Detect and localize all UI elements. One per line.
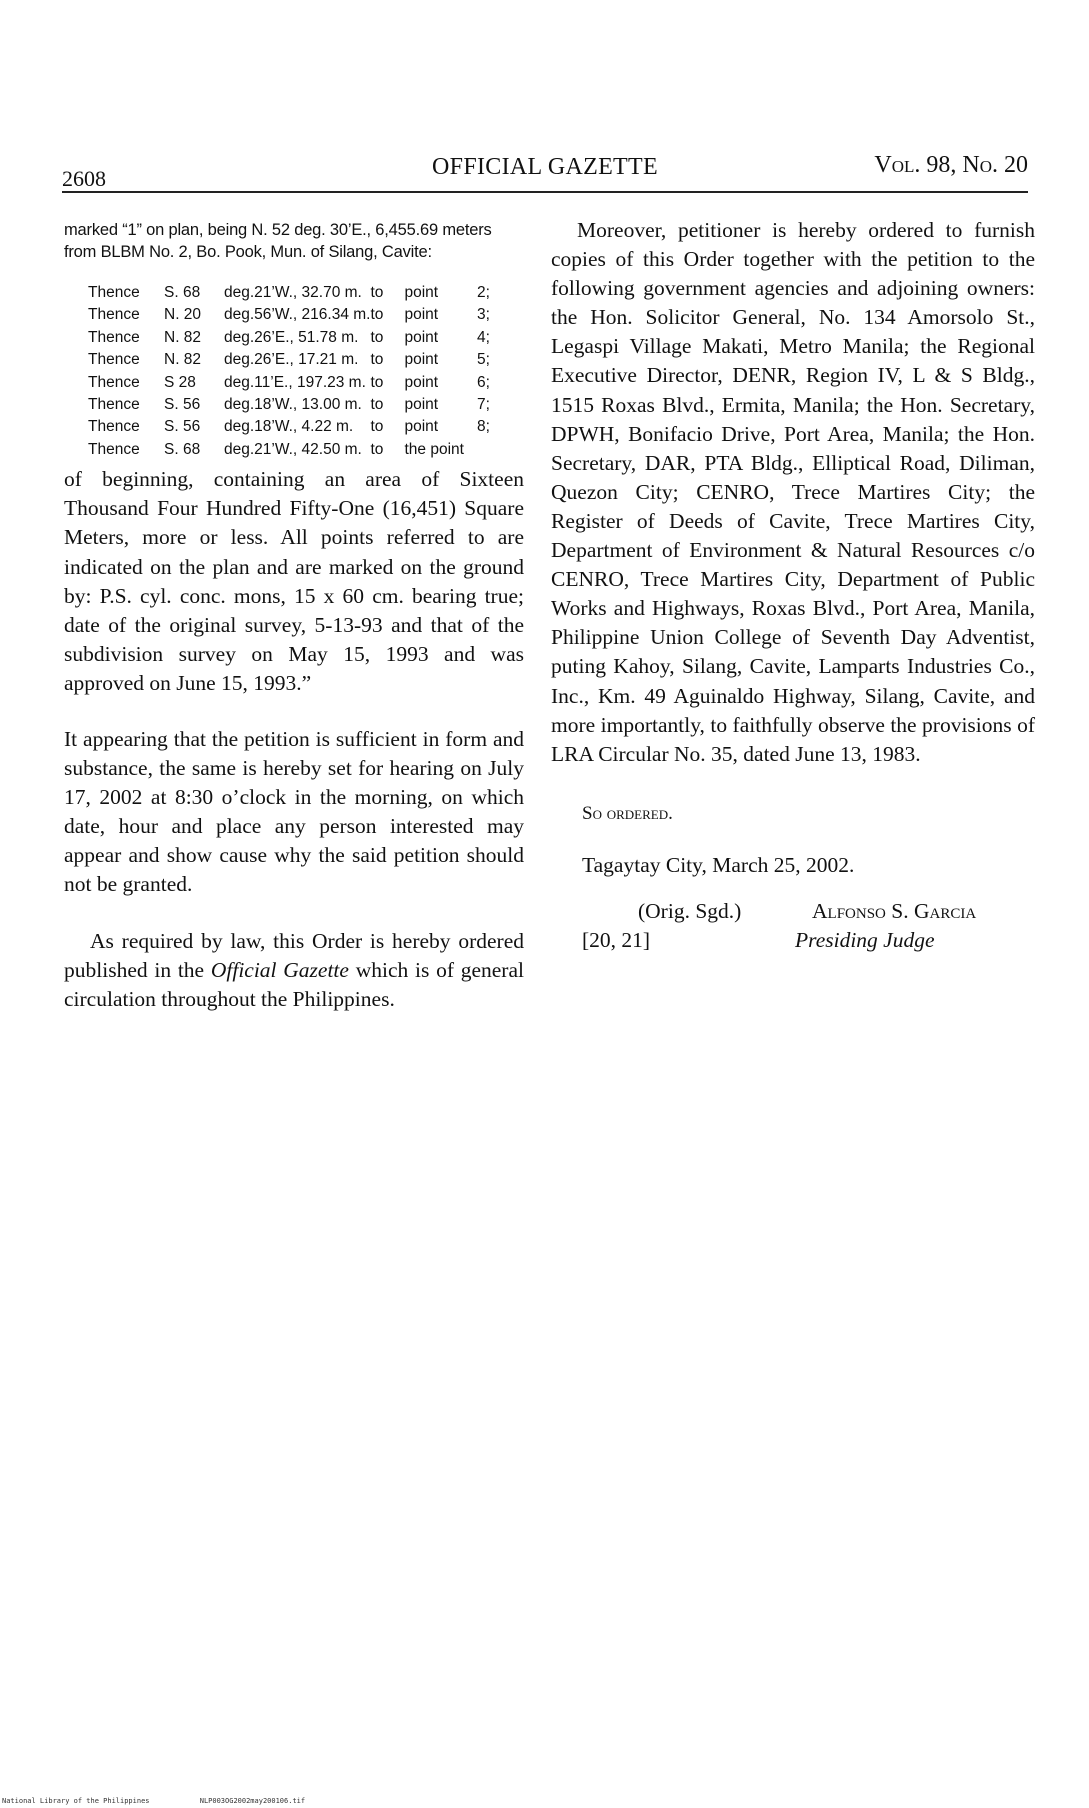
official-gazette-italic: Official Gazette: [210, 957, 349, 982]
point-number-cell: 3;: [477, 306, 490, 324]
paragraph-area-description: of beginning, containing an area of Sixteen Thousand Four Hundred Fifty-One (16,451) Square Meters, more or less. All points referred to are indicated on the plan and are marked on the ground by: P.S. cyl. conc. mons, 15 x 60 cm. bearing true; date of the original survey, 5-13-93 and that of the subdivision survey on May 15, 1993 and was approved on June 15, 1993.”: [64, 467, 524, 695]
paragraph-publication-order: [64, 927, 524, 1014]
survey-row: [88, 416, 490, 438]
survey-row: [88, 327, 490, 349]
bearing-distance-cell: deg.21’W., 32.70 m.: [224, 284, 362, 301]
point-label-cell: point: [404, 418, 439, 436]
publication-title: OFFICIAL GAZETTE: [432, 154, 658, 180]
thence-cell: Thence: [88, 306, 140, 324]
bearing-distance-cell: deg.56’W., 216.34 m.: [224, 306, 371, 324]
point-number-cell: 5;: [477, 351, 490, 369]
bearing-direction-cell: N. 82: [164, 351, 202, 369]
to-cell: to: [370, 284, 384, 301]
to-cell: to: [370, 396, 384, 414]
page-header: [62, 148, 1028, 191]
bearing-distance-cell: deg.26’E., 17.21 m.: [224, 351, 359, 369]
signatory-name: Alfonso S. Garcia: [812, 898, 977, 923]
point-number-cell: [464, 439, 490, 461]
scan-file-id: NLP003OG2002may200106.tif: [199, 1797, 306, 1805]
library-credit: National Library of the Philippines: [2, 1797, 150, 1805]
paragraph-furnish-copies: Moreover, petitioner is hereby ordered to furnish copies of this Order together with the petition to the following government agencies and adjoining owners: the Hon. Solicitor General, No. 134 Amorsolo St., Legaspi Village Makati, Metro Manila; the Regional Executive Director, DENR, Region IV, L & S Bldg., 1515 Roxas Blvd., Ermita, Manila; the Hon. Secretary, DPWH, Bonifacio Drive, Port Area, Manila; the Hon. Secretary, DAR, PTA Bldg., Elliptical Road, Diliman, Quezon City; CENRO, Trece Martires City; the Register of Deeds of Cavite, Trece Martires City, Department of Environment & Natural Resources c/o CENRO, Trece Martires City, Department of Public Works and Highways, Roxas Blvd., Port Area, Manila, Philippine Union College of Seventh Day Adventist, puting Kahoy, Silang, Cavite, Lamparts Industries Co., Inc., Km. 49 Aguinaldo Highway, Silang, Cavite, and more importantly, to faithfully observe the provisions of LRA Circular No. 35, dated June 13, 1983.: [551, 218, 1035, 766]
point-label-cell: point: [404, 396, 439, 414]
thence-cell: Thence: [88, 440, 140, 458]
scan-footer: [2, 1797, 351, 1805]
bearing-distance-cell: deg.26’E., 51.78 m.: [224, 328, 359, 346]
bearing-direction-cell: S 28: [164, 373, 196, 391]
header-rule: [62, 191, 1028, 193]
thence-cell: Thence: [88, 396, 140, 414]
survey-row: [88, 372, 490, 394]
page-number: 2608: [62, 166, 106, 191]
bearing-distance-cell: deg.11’E., 197.23 m.: [224, 373, 366, 391]
point-label-cell: point: [404, 328, 439, 346]
to-cell: to: [370, 351, 384, 369]
point-number-cell: 8;: [477, 418, 490, 436]
right-column: [551, 216, 1035, 961]
point-label-cell: point: [404, 373, 439, 391]
to-cell: to: [370, 328, 384, 346]
survey-row: [88, 349, 490, 371]
bearing-direction-cell: N. 20: [164, 306, 202, 324]
publication-order-text-1: As required by law, this Order is hereby ordered published in the: [64, 928, 524, 982]
issue-reference: [20, 21]: [582, 927, 651, 952]
survey-table-body: [88, 282, 490, 461]
left-column: [64, 219, 524, 1014]
bearing-distance-cell: deg.18’W., 13.00 m.: [224, 396, 362, 414]
survey-intro: marked “1” on plan, being N. 52 deg. 30’E., 6,455.69 meters from BLBM No. 2, Bo. Pook, Mun. of Silang, Cavite:: [64, 221, 492, 261]
so-ordered: So ordered.: [582, 802, 673, 824]
point-label-cell: point: [404, 306, 439, 324]
publication-order-text-2: which is of general circulation throughout the Philippines.: [64, 957, 524, 1011]
bearing-direction-cell: S. 56: [164, 396, 201, 414]
to-cell: to: [370, 440, 384, 458]
bearing-direction-cell: N. 82: [164, 328, 202, 346]
thence-cell: Thence: [88, 373, 140, 391]
to-cell: to: [370, 418, 384, 436]
survey-row: [88, 394, 490, 416]
bearing-direction-cell: S. 68: [164, 284, 201, 301]
survey-table: [88, 282, 490, 461]
signatory-title: Presiding Judge: [795, 927, 935, 952]
bearing-direction-cell: S. 56: [164, 418, 201, 436]
thence-cell: Thence: [88, 328, 140, 346]
signature-block: [582, 899, 1035, 961]
point-label-cell: point: [404, 351, 439, 369]
survey-row: [88, 304, 490, 326]
survey-row: [88, 282, 490, 304]
orig-sgd-label: (Orig. Sgd.): [638, 898, 742, 923]
bearing-direction-cell: S. 68: [164, 440, 201, 458]
paragraph-hearing-notice: It appearing that the petition is sufficient in form and substance, the same is hereby set for hearing on July 17, 2002 at 8:30 o’clock in the morning, on which date, hour and place any person interested may appear and show cause why the said petition should not be granted.: [64, 727, 524, 897]
thence-cell: Thence: [88, 284, 140, 301]
thence-cell: Thence: [88, 418, 140, 436]
point-number-cell: 2;: [477, 284, 490, 301]
bearing-distance-cell: deg.18’W., 4.22 m.: [224, 418, 354, 436]
thence-cell: Thence: [88, 351, 140, 369]
place-and-date: Tagaytay City, March 25, 2002.: [582, 852, 855, 877]
point-label-cell: the point: [404, 440, 464, 458]
point-number-cell: 4;: [477, 328, 490, 346]
bearing-distance-cell: deg.21’W., 42.50 m.: [224, 440, 362, 458]
point-number-cell: 6;: [477, 373, 490, 391]
point-label-cell: point: [404, 284, 439, 301]
to-cell: to: [370, 306, 384, 324]
to-cell: to: [370, 373, 384, 391]
survey-row: [88, 439, 490, 461]
point-number-cell: 7;: [477, 396, 490, 414]
volume-issue: Vol. 98, No. 20: [874, 152, 1028, 178]
